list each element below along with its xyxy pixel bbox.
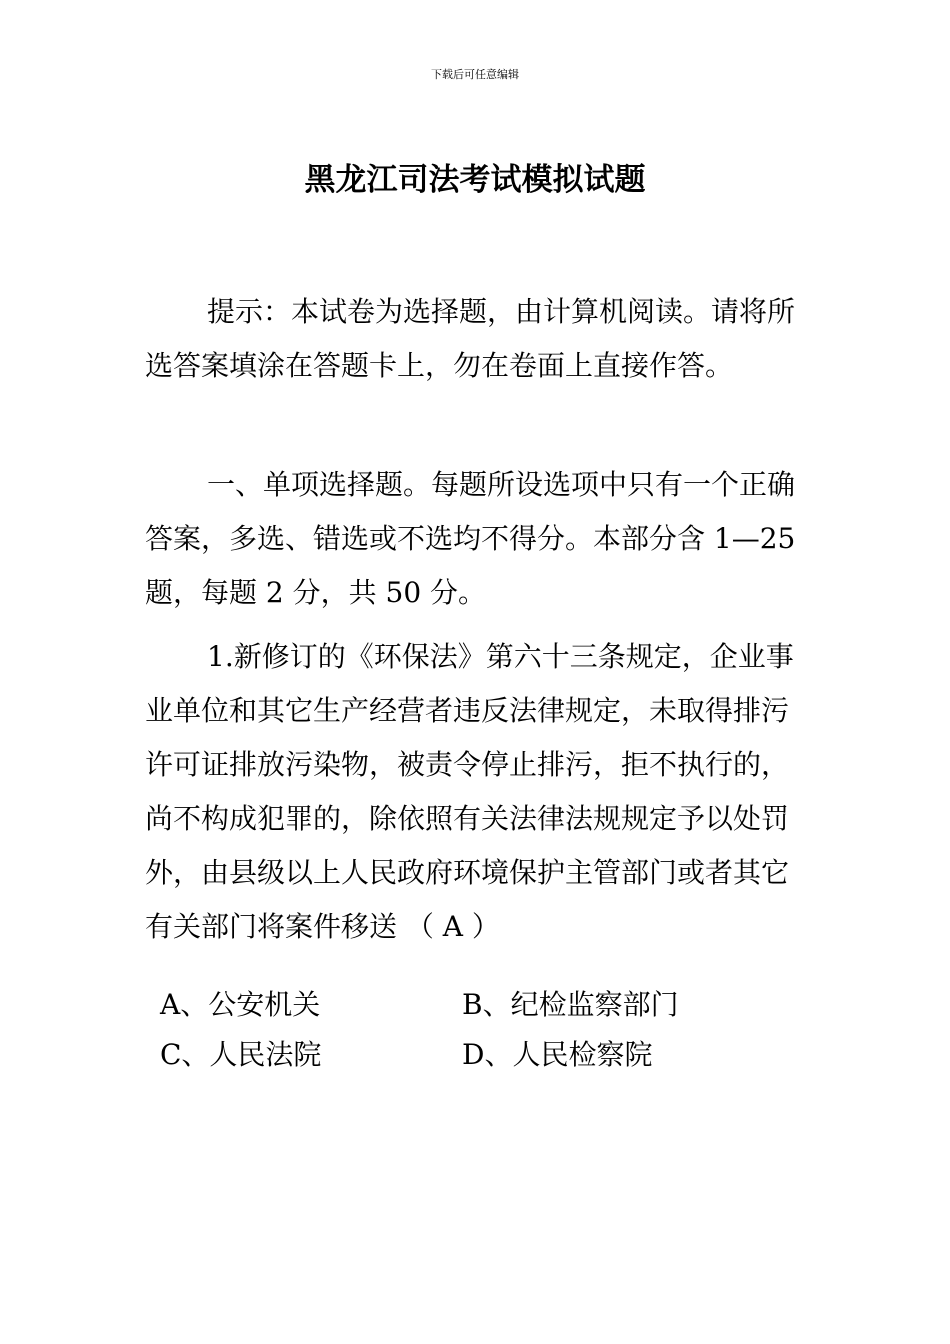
options-row-2 [160,1030,800,1080]
options-row-1 [160,980,800,1030]
option-c: C、人民法院 [160,1038,322,1071]
question-1-options [160,980,800,1080]
option-a: A、公安机关 [160,988,321,1021]
option-b: B、纪检监察部门 [462,988,679,1021]
header-note: 下载后可任意编辑 [431,68,519,81]
question-1-stem: 1.新修订的《环保法》第六十三条规定，企业事业单位和其它生产经营者违反法律规定，未取得排污许可证排放污染物，被责令停止排污，拒不执行的，尚不构成犯罪的，除依照有关法律法规规定予以处罚外，由县级以上人民政府环境保护主管部门或者其它有关部门将案件移送 （ A ） [145,640,794,943]
option-d: D、人民检察院 [462,1038,653,1071]
section-intro: 一、单项选择题。每题所设选项中只有一个正确答案，多选、错选或不选均不得分。本部分含 1—25 题，每题 2 分，共 50 分。 [145,468,796,609]
exam-hint: 提示：本试卷为选择题，由计算机阅读。请将所选答案填涂在答题卡上，勿在卷面上直接作答。 [145,295,796,382]
document-title: 黑龙江司法考试模拟试题 [304,162,646,198]
